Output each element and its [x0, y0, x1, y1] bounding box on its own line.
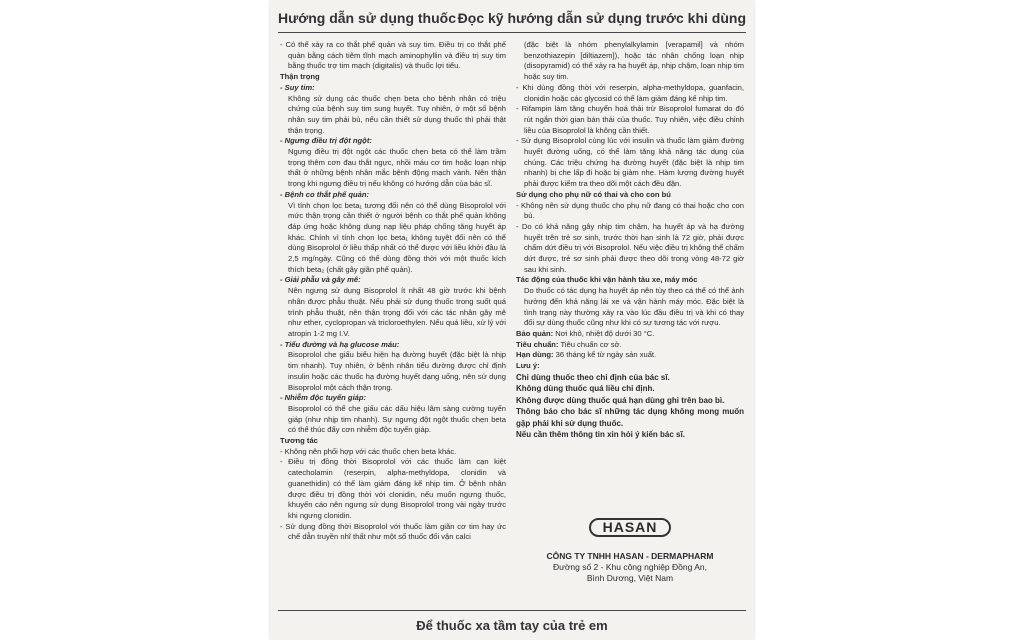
- bullet-dash: -: [516, 82, 523, 92]
- paragraph: Vì tính chọn lọc beta₁ tương đối nên có thể dùng Bisoprolol với mức thận trọng cần thiết ở người bệnh co thắt phế quản không đáp ứng hoặc không dung nạp liệu pháp chống tăng huyết áp khác. Chính vì tính chọn lọc beta₁ không tuyệt đối nên có thể dùng Bisoprolol ở liều thấp nhất có thể được với liều khởi đầu là 2,5 mg/ngày. Cũng có thể dùng đồng thời với một thuốc kích thích beta₂ (chất gây giãn phế quản).: [288, 200, 506, 274]
- company-address-line2: Bình Dương, Việt Nam: [586, 573, 674, 583]
- paragraph: [516, 350, 744, 361]
- hasan-logo: HASAN: [589, 518, 672, 537]
- paragraph: Không sử dụng các thuốc chẹn beta cho bệnh nhân có triệu chứng của bệnh suy tim sung huyết. Tuy nhiên, ở một số bệnh nhân suy tim phải bù, nếu cần thiết sử dụng thuốc thì phải thật thận trọng.: [288, 93, 506, 135]
- section-heading: Tác động của thuốc khi vận hành tàu xe, máy móc: [516, 275, 698, 285]
- bullet-dash: -: [516, 200, 521, 210]
- paragraph: Nên ngưng sử dụng Bisoprolol ít nhất 48 giờ trước khi bệnh nhân được phẫu thuật. Nếu phải sử dụng thuốc trong suốt quá trình phẫu thuật, nên thận trọng đối với các tác nhân gây mê như ether, cyclopropan và tricloroethylen. Nếu quá liều, xử lý với atropin 1-2 mg I.V.: [288, 286, 506, 338]
- bullet-text: Không nên phối hợp với các thuốc chẹn beta khác.: [284, 446, 457, 456]
- company-name: CÔNG TY TNHH HASAN - DERMAPHARM: [546, 551, 714, 561]
- bullet-text: Rifampin làm tăng chuyển hoá thải trừ Bisoprolol fumarat do đó rút ngắn thời gian bán thải của thuốc. Tuy nhiên, việc điều chỉnh liều của Bisoprolol là không cần thiết.: [521, 104, 745, 135]
- bullet-dash: -: [280, 521, 286, 531]
- bullet-text: Do có khả năng gây nhịp tim chậm, hạ huyết áp và hạ đường huyết trên trẻ sơ sinh, trước thời hạn sinh là 72 giờ, phải được chấm dứt điều trị với Bisoprolol. Nếu việc điều trị không thể chấm dứt được, trẻ sơ sinh phải được theo dõi trong vòng 48-72 giờ sau khi sinh.: [521, 221, 744, 274]
- leaflet-sheet: [270, 0, 754, 640]
- paragraph: [516, 340, 744, 351]
- section-heading: Sử dụng cho phụ nữ có thai và cho con bú: [516, 189, 671, 199]
- bullet-item: [280, 457, 506, 521]
- company-address-line1: Đường số 2 - Khu công nghiệp Đồng An,: [553, 562, 707, 572]
- subsection-heading: - Ngưng điều trị đột ngột:: [280, 136, 372, 146]
- bullet-text: Sử dụng Bisoprolol cùng lúc với insulin và thuốc làm giảm đường huyết đường uống, có thể làm tăng khả năng tác dụng của chúng. Các triệu chứng hạ đường huyết (đặc biệt là nhịp tim nhanh) bị che lấp đi hoặc bị giảm nhẹ. Hàm lượng đường huyết phải được kiểm tra theo dõi một cách đều đặn.: [520, 136, 744, 189]
- bullet-item: [280, 522, 506, 543]
- header-left-title: Hướng dẫn sử dụng thuốc: [278, 10, 456, 26]
- bullet-dash: -: [516, 104, 522, 114]
- paragraph: [516, 329, 744, 340]
- section-heading: Thận trọng: [280, 72, 320, 82]
- section-heading: Tương tác: [280, 436, 318, 446]
- field-label: Lưu ý:: [516, 361, 540, 371]
- leaflet-header: [278, 6, 746, 30]
- footer-warning: Để thuốc xa tầm tay của trẻ em: [416, 618, 608, 633]
- field-label: Tiêu chuẩn:: [516, 339, 559, 349]
- paragraph: Ngưng điều trị đột ngột các thuốc chẹn beta có thể làm trầm trọng thêm cơn đau thắt ngực, nhồi máu cơ tim hoặc loạn nhịp thất ở những bệnh nhân mắc bệnh động mạch vành. Nên thận trọng khi ngưng điều trị nếu không có hướng dẫn của bác sĩ.: [288, 147, 506, 189]
- note-line: Không được dùng thuốc quá hạn dùng ghi trên bao bì.: [516, 395, 725, 405]
- bullet-dash: -: [280, 446, 285, 456]
- header-right-title: Đọc kỹ hướng dẫn sử dụng trước khi dùng: [457, 10, 746, 26]
- paragraph: Do thuốc có tác dụng hạ huyết áp nên tùy theo cá thể có thể ảnh hưởng đến khả năng lái xe và vận hành máy móc. Đặc biệt là tình trạng này thường xảy ra vào lúc đầu điều trị và khi có thay đổi sự dùng thuốc cũng như khi có sự tương tác với rượu.: [524, 286, 744, 328]
- bullet-item: [280, 447, 506, 458]
- note-line: Nếu cần thêm thông tin xin hỏi ý kiến bác sĩ.: [516, 430, 685, 440]
- field-value: Nơi khô, nhiệt độ dưới 30 °C.: [553, 328, 655, 338]
- field-label: Bảo quản:: [516, 328, 554, 338]
- note-line: Thông báo cho bác sĩ những tác dụng không mong muốn gặp phải khi sử dụng thuốc.: [516, 407, 744, 428]
- company-block: [516, 518, 744, 584]
- bullet-text: Có thể xảy ra co thắt phế quản và suy tim. Điều trị co thắt phế quản bằng cách tiêm tĩnh mạch aminophyllin và điều trị suy tim bằng thuốc trợ tim mạch (digitalis) và thuốc lợi tiểu.: [285, 40, 506, 71]
- bullet-text: Sử dụng đồng thời Bisoprolol với thuốc làm giãn cơ tim hay ức chế dẫn truyền nhĩ thất như một số thuốc đối vận calci: [285, 521, 506, 542]
- left-text-column: [280, 40, 506, 543]
- bullet-item: [280, 40, 506, 72]
- header-divider: [278, 32, 746, 33]
- paragraph: [516, 361, 744, 372]
- field-value: Tiêu chuẩn cơ sở.: [558, 339, 622, 349]
- bullet-dash: -: [280, 40, 286, 49]
- bullet-dash: -: [280, 457, 289, 467]
- bullet-dash: -: [516, 221, 522, 231]
- subsection-heading: - Tiểu đường và hạ glucose máu:: [280, 339, 400, 349]
- footer-divider: [278, 610, 746, 611]
- paragraph: Bisoprolol che giấu biểu hiện hạ đường huyết (đặc biệt là nhịp tim nhanh). Tuy nhiên, ở bệnh nhân tiểu đường được chỉ định insulin hoặc các thuốc hạ đường huyết dạng uống, nên sử dụng Bisoprolol một cách thận trọng.: [288, 350, 506, 392]
- bullet-item: [516, 222, 744, 276]
- subsection-heading: - Nhiễm độc tuyến giáp:: [280, 393, 367, 403]
- paragraph: (đặc biệt là nhóm phenylalkylamin [verapamil] và nhóm benzothiazepin [diltiazem]), hoặc tác nhân chống loạn nhịp (disopyramid) có thể xảy ra hạ huyết áp, nhịp chậm, loạn nhịp tim hoặc suy tim.: [524, 40, 744, 82]
- bullet-item: [516, 136, 744, 190]
- bullet-text: Khi dùng đồng thời với reserpin, alpha-methyldopa, guanfacin, clonidin hoặc các glycosid có thể làm giảm đáng kể nhịp tim.: [522, 82, 745, 103]
- note-line: Chỉ dùng thuốc theo chỉ định của bác sĩ.: [516, 372, 670, 382]
- bullet-dash: -: [516, 136, 521, 146]
- bullet-item: [516, 104, 744, 136]
- subsection-heading: - Giải phẫu và gây mê:: [280, 275, 361, 285]
- bullet-item: [516, 201, 744, 222]
- note-line: Không dùng thuốc quá liều chỉ định.: [516, 384, 655, 394]
- paragraph: Bisoprolol có thể che giấu các dấu hiệu lâm sàng cường tuyến giáp (như nhịp tim nhanh). Sự ngưng đột ngột thuốc chẹn beta có thể thúc đẩy cơn nhiễm độc tuyến giáp.: [288, 403, 506, 435]
- bullet-text: Điều trị đồng thời Bisoprolol với các thuốc làm cạn kiệt catecholamin (reserpin, alpha-methyldopa, clonidin và guanethidin) có thể làm giảm đáng kể nhịp tim. Ở bệnh nhân được điều trị đồng thời với clonidin, nếu muốn ngưng thuốc, khuyến cáo nên ngưng sử dụng Bisoprolol trong vài ngày trước khi ngưng clonidin.: [288, 457, 507, 520]
- field-value: 36 tháng kể từ ngày sản xuất.: [553, 350, 657, 360]
- field-label: Hạn dùng:: [516, 350, 554, 360]
- bullet-item: [516, 83, 744, 104]
- subsection-heading: - Suy tim:: [280, 82, 315, 92]
- subsection-heading: - Bệnh co thắt phế quản:: [280, 189, 370, 199]
- bullet-text: Không nên sử dụng thuốc cho phụ nữ đang có thai hoặc cho con bú.: [520, 200, 744, 221]
- right-text-column: [516, 40, 744, 441]
